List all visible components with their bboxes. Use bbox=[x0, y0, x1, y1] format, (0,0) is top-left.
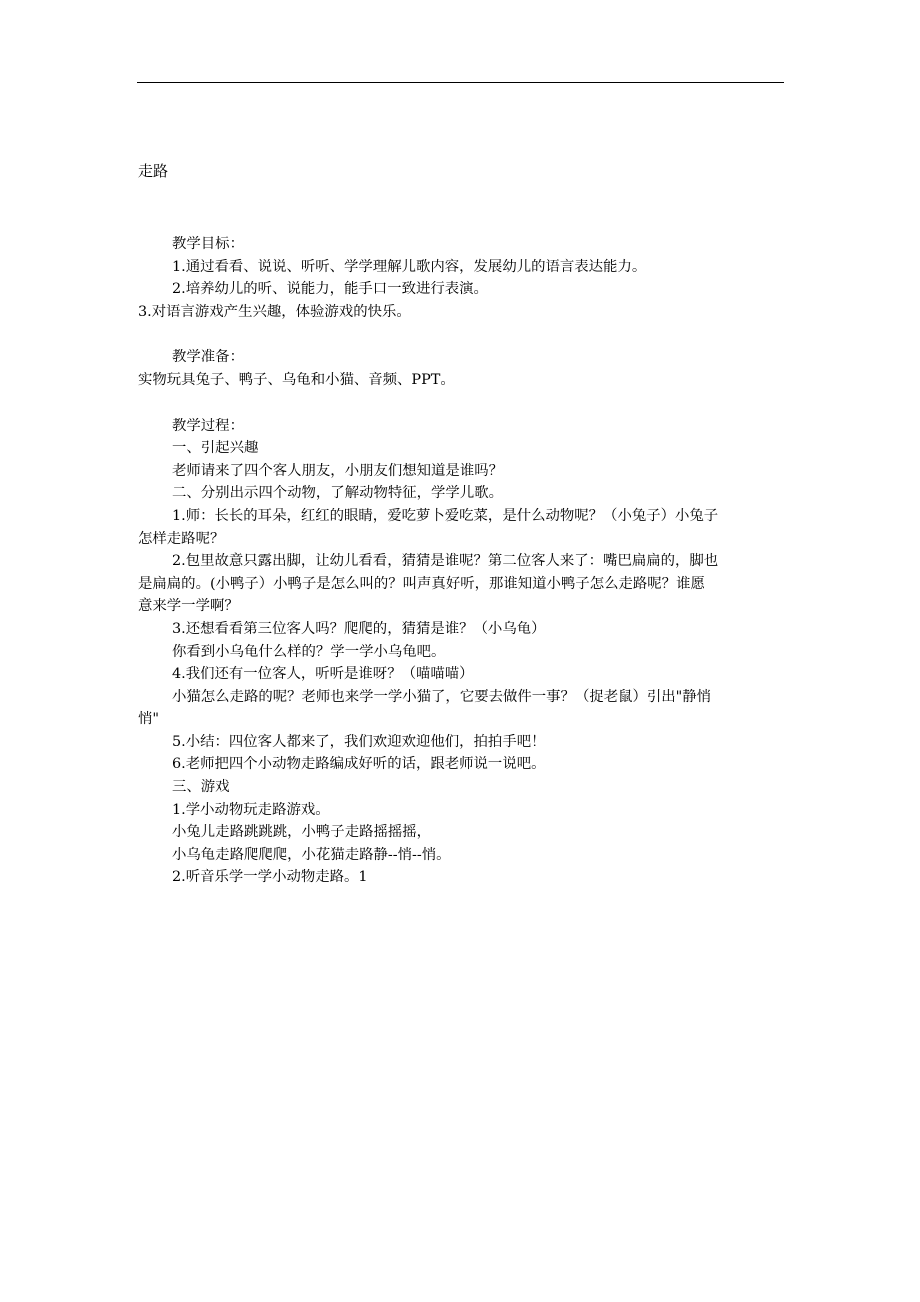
heading-goals: 教学目标： bbox=[172, 236, 244, 252]
heading-process: 教学过程： bbox=[172, 417, 244, 434]
paragraph-line: 小猫怎么走路的呢？老师也来学一学小猫了，它要去做件一事？（捉老鼠）引出"静悄 bbox=[172, 688, 712, 705]
paragraph-line: 6.老师把四个小动物走路编成好听的话，跟老师说一说吧。 bbox=[172, 756, 546, 773]
paragraph-line: 1.学小动物玩走路游戏。 bbox=[172, 801, 330, 818]
paragraph-line: 2.包里故意只露出脚，让幼儿看看，猜猜是谁呢？第二位客人来了：嘴巴扁扁的，脚也 bbox=[172, 553, 719, 570]
preparation-text: 实物玩具兔子、鸭子、乌龟和小猫、音频、PPT。 bbox=[138, 371, 455, 388]
document-body bbox=[138, 233, 786, 889]
paragraph-line: 老师请来了四个客人朋友，小朋友们想知道是谁吗？ bbox=[172, 462, 503, 479]
goal-3: 3.对语言游戏产生兴趣，体验游戏的快乐。 bbox=[138, 303, 411, 320]
heading-preparation: 教学准备： bbox=[172, 349, 244, 366]
section-2-heading: 二、分别出示四个动物，了解动物特征，学学儿歌。 bbox=[172, 485, 503, 502]
goal-1: 1.通过看看、说说、听听、学学理解儿歌内容，发展幼儿的语言表达能力。 bbox=[172, 258, 647, 275]
rhyme-line: 小兔儿走路跳跳跳，小鸭子走路摇摇摇， bbox=[172, 824, 432, 841]
paragraph-line: 4.我们还有一位客人，听听是谁呀？（喵喵喵） bbox=[172, 666, 474, 683]
section-3-heading: 三、游戏 bbox=[172, 779, 230, 796]
section-1-heading: 一、引起兴趣 bbox=[172, 440, 259, 457]
page-title: 走路 bbox=[138, 162, 169, 180]
paragraph-line: 2.听音乐学一学小动物走路。1 bbox=[172, 869, 368, 886]
paragraph-line: 5.小结：四位客人都来了，我们欢迎欢迎他们，拍拍手吧！ bbox=[172, 733, 546, 750]
spacer bbox=[138, 323, 786, 346]
header-rule bbox=[137, 82, 784, 83]
rhyme-line: 小乌龟走路爬爬爬，小花猫走路静--悄--悄。 bbox=[172, 846, 451, 863]
goal-2: 2.培养幼儿的听、说能力，能手口一致进行表演。 bbox=[172, 281, 488, 298]
paragraph-line: 1.师：长长的耳朵，红红的眼睛，爱吃萝卜爱吃菜，是什么动物呢？（小兔子）小兔子 bbox=[172, 507, 719, 524]
paragraph-line: 3.还想看看第三位客人吗？爬爬的，猜猜是谁？（小乌龟） bbox=[172, 620, 546, 637]
paragraph-line: 是扁扁的。(小鸭子）小鸭子是怎么叫的？叫声真好听，那谁知道小鸭子怎么走路呢？谁愿 bbox=[138, 575, 705, 592]
paragraph-line: 你看到小乌龟什么样的？学一学小乌龟吧。 bbox=[172, 643, 446, 660]
paragraph-line: 悄" bbox=[138, 711, 160, 728]
spacer bbox=[138, 392, 786, 415]
paragraph-line: 怎样走路呢？ bbox=[138, 530, 225, 547]
paragraph-line: 意来学一学啊？ bbox=[138, 598, 239, 615]
